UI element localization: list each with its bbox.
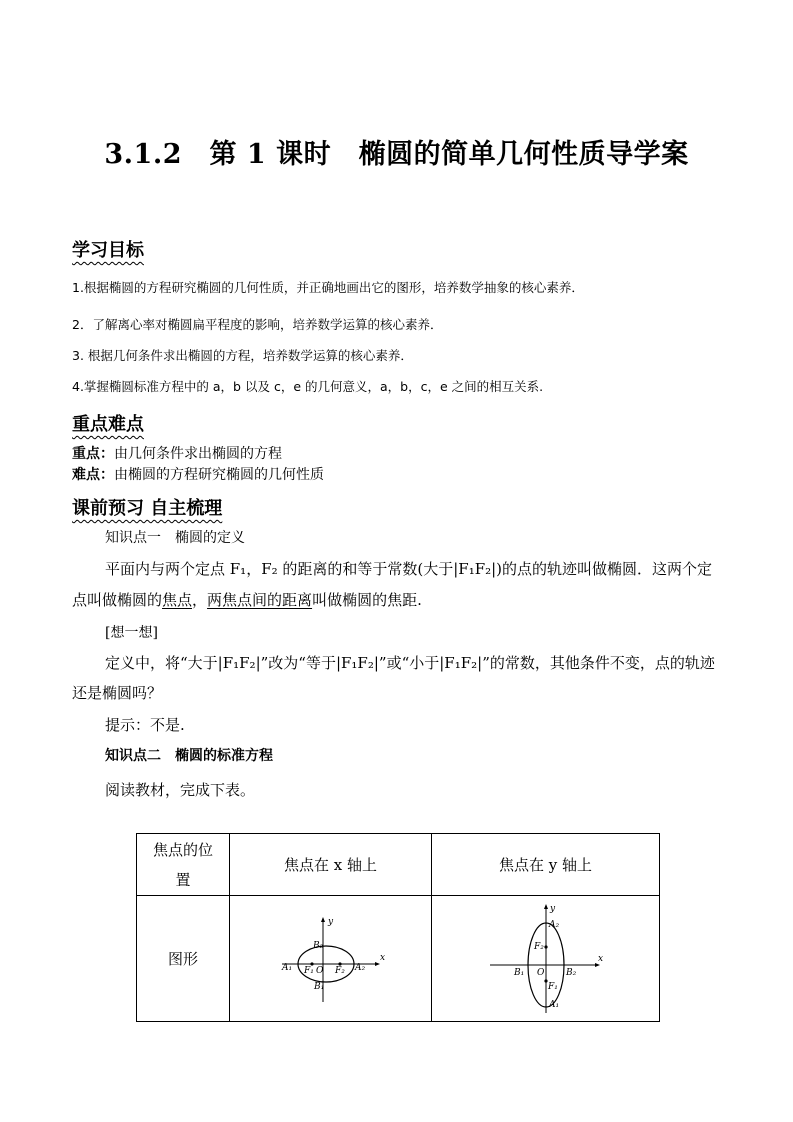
table-header-row xyxy=(137,834,660,896)
key-point xyxy=(72,443,282,463)
y-axis-arrow xyxy=(321,917,325,922)
objective-item-3: 3. 根据几何条件求出椭圆的方程，培养数学运算的核心素养． xyxy=(72,348,413,363)
label-origin: O xyxy=(315,965,323,976)
label-b2: B₂ xyxy=(312,940,323,951)
objectives-heading: 学习目标 xyxy=(72,240,144,261)
header-focus-x: 焦点在 x 轴上 xyxy=(230,834,432,896)
label-a1: A₁ xyxy=(548,999,559,1010)
label-a2: A₂ xyxy=(354,962,365,973)
key-point-text: 由几何条件求出椭圆的方程 xyxy=(114,446,282,462)
preview-heading: 课前预习 自主梳理 xyxy=(72,498,223,519)
label-f2: F₂ xyxy=(334,965,345,976)
label-b1: B₁ xyxy=(513,967,524,978)
hint-text: 提示：不是. xyxy=(105,716,185,734)
label-x-axis: x xyxy=(379,952,385,963)
kp1-title: 知识点一 椭圆的定义 xyxy=(105,530,245,546)
instruction-text: 阅读教材，完成下表。 xyxy=(105,781,256,799)
header-focus-position xyxy=(137,834,230,896)
kp2-title: 知识点二 椭圆的标准方程 xyxy=(105,748,273,764)
label-a1: A₁ xyxy=(281,962,292,973)
header-label-line-1: 焦点的位 xyxy=(152,840,213,859)
objective-item-2: 2．了解离心率对椭圆扁平程度的影响，培养数学运算的核心素养． xyxy=(72,317,443,332)
label-f2: F₂ xyxy=(533,941,544,952)
ellipse-x-diagram xyxy=(276,914,386,1004)
key-point-label: 重点： xyxy=(72,446,114,462)
label-f1: F₁ xyxy=(547,981,558,992)
difficult-point-text: 由椭圆的方程研究椭圆的几何性质 xyxy=(114,467,324,483)
row-label-figure: 图形 xyxy=(137,896,230,1022)
definition-comma: ， xyxy=(192,591,208,609)
objective-item-1: 1.根据椭圆的方程研究椭圆的几何性质，并正确地画出它的图形，培养数学抽象的核心素养． xyxy=(72,280,584,295)
standard-equation-table xyxy=(136,833,660,1022)
cell-figure-y xyxy=(432,896,660,1022)
label-b1: B₁ xyxy=(313,981,324,992)
focus-f2-y xyxy=(544,945,547,948)
definition-text: 点叫做椭圆的 xyxy=(72,591,163,609)
difficult-point xyxy=(72,464,324,484)
label-y-axis: y xyxy=(549,903,555,914)
definition-text-end: 叫做椭圆的焦距. xyxy=(312,591,422,609)
definition-line-1: 平面内与两个定点 F₁，F₂ 的距离的和等于常数(大于|F₁F₂|)的点的轨迹叫做椭圆．这两个定 xyxy=(105,560,713,578)
think-line-1: 定义中，将“大于|F₁F₂|”改为“等于|F₁F₂|”或“小于|F₁F₂|”的常数，其他条件不变，点的轨迹 xyxy=(105,654,715,672)
label-b2: B₂ xyxy=(565,967,576,978)
label-a2: A₂ xyxy=(548,919,559,930)
label-f1: F₁ xyxy=(303,965,314,976)
ellipse-y-diagram xyxy=(486,903,606,1015)
think-line-2: 还是椭圆吗？ xyxy=(72,684,163,702)
term-focal-distance: 两焦点间的距离 xyxy=(207,591,313,609)
difficult-point-label: 难点： xyxy=(72,467,114,483)
objective-item-4: 4.掌握椭圆标准方程中的 a，b 以及 c，e 的几何意义，a，b，c，e 之间的相互关系. xyxy=(72,379,544,394)
definition-line-2 xyxy=(72,589,422,610)
think-label: [想一想] xyxy=(105,625,158,641)
term-focus: 焦点 xyxy=(162,591,193,609)
header-focus-y: 焦点在 y 轴上 xyxy=(432,834,660,896)
label-y-axis: y xyxy=(327,916,333,927)
page-title: 3.1.2 第 1 课时 椭圆的简单几何性质导学案 xyxy=(104,139,689,170)
label-x-axis: x xyxy=(597,953,603,964)
cell-figure-x xyxy=(230,896,432,1022)
label-origin: O xyxy=(536,967,544,978)
header-label-line-2: 置 xyxy=(175,870,191,889)
y-axis-arrow xyxy=(544,904,548,909)
table-row xyxy=(137,896,660,1022)
keypoints-heading: 重点难点 xyxy=(72,414,144,435)
